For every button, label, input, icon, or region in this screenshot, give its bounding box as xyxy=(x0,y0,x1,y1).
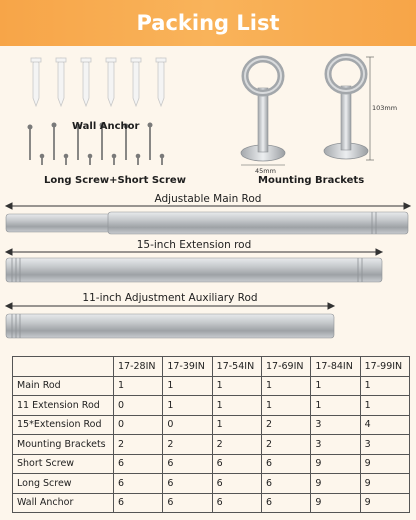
table-cell: 0 xyxy=(114,415,163,435)
table-header-cell: 17-39IN xyxy=(163,357,212,377)
long-screw-icon xyxy=(148,123,153,161)
table-cell: 6 xyxy=(163,474,212,494)
table-row xyxy=(13,376,410,396)
mounting-bracket-icon xyxy=(324,57,368,159)
table-cell: 1 xyxy=(311,376,360,396)
table-header-cell xyxy=(13,357,114,377)
bracket-width-label: 45mm xyxy=(255,167,276,175)
table-cell: 6 xyxy=(212,474,261,494)
table-cell: 4 xyxy=(360,415,409,435)
table-header-cell: 17-28IN xyxy=(114,357,163,377)
table-cell: 9 xyxy=(360,474,409,494)
extension-rod-label: 15-inch Extension rod xyxy=(136,239,252,251)
bracket-height-label: 103mm xyxy=(372,104,398,112)
table-cell: 3 xyxy=(311,435,360,455)
table-row xyxy=(13,415,410,435)
table-cell: 1 xyxy=(311,396,360,416)
table-cell: 1 xyxy=(212,415,261,435)
table-header-cell: 17-54IN xyxy=(212,357,261,377)
table-cell: 6 xyxy=(114,454,163,474)
page-title: Packing List xyxy=(136,11,280,35)
table-cell: 6 xyxy=(212,493,261,513)
short-screw-icon xyxy=(136,154,141,165)
table-cell: 6 xyxy=(261,474,310,494)
table-header-cell: 17-69IN xyxy=(261,357,310,377)
main-rod xyxy=(6,212,408,234)
table-cell: 1 xyxy=(261,376,310,396)
table-cell: 1 xyxy=(163,376,212,396)
table-cell: 2 xyxy=(163,435,212,455)
table-cell: 6 xyxy=(212,454,261,474)
table-cell: 1 xyxy=(360,396,409,416)
table-cell: 2 xyxy=(114,435,163,455)
table-cell: 6 xyxy=(163,493,212,513)
table-header-cell: 17-99IN xyxy=(360,357,409,377)
wall-anchor-label: Wall Anchor xyxy=(72,121,140,132)
table-cell: 9 xyxy=(360,454,409,474)
table-cell: 1 xyxy=(114,376,163,396)
table-row xyxy=(13,454,410,474)
table-row-label: 15*Extension Rod xyxy=(13,415,114,435)
table-row-label: Main Rod xyxy=(13,376,114,396)
table-cell: 9 xyxy=(311,454,360,474)
table-cell: 3 xyxy=(360,435,409,455)
table-cell: 1 xyxy=(212,396,261,416)
wall-anchor-icon xyxy=(106,58,116,106)
wall-anchor-icon xyxy=(56,58,66,106)
screws-label: Long Screw+Short Screw xyxy=(44,175,186,186)
extension-rod xyxy=(6,258,382,282)
wall-anchor-icon xyxy=(31,58,41,106)
long-screw-icon xyxy=(52,123,57,161)
table-cell: 3 xyxy=(311,415,360,435)
table-cell: 1 xyxy=(212,376,261,396)
main-rod-label: Adjustable Main Rod xyxy=(154,193,262,205)
table-cell: 2 xyxy=(261,415,310,435)
short-screw-icon xyxy=(40,154,45,165)
short-screw-icon xyxy=(64,154,69,165)
table-row-label: Wall Anchor xyxy=(13,493,114,513)
table-cell: 6 xyxy=(114,474,163,494)
table-row-label: Short Screw xyxy=(13,454,114,474)
table-row xyxy=(13,435,410,455)
short-screw-icon xyxy=(112,154,117,165)
table-row xyxy=(13,474,410,494)
wall-anchor-icons xyxy=(31,58,166,106)
table-cell: 9 xyxy=(360,493,409,513)
wall-anchor-icon xyxy=(156,58,166,106)
table-row-label: Long Screw xyxy=(13,474,114,494)
table-cell: 6 xyxy=(163,454,212,474)
table-cell: 2 xyxy=(261,435,310,455)
table-row xyxy=(13,493,410,513)
table-header-row xyxy=(13,357,410,377)
table-cell: 1 xyxy=(261,396,310,416)
table-row-label: 11 Extension Rod xyxy=(13,396,114,416)
short-screw-icon xyxy=(88,154,93,165)
table-cell: 9 xyxy=(311,493,360,513)
table-cell: 9 xyxy=(311,474,360,494)
table-cell: 6 xyxy=(261,493,310,513)
mounting-bracket-icon xyxy=(241,59,285,161)
packing-table-body xyxy=(13,357,410,513)
table-cell: 0 xyxy=(163,415,212,435)
table-cell: 2 xyxy=(212,435,261,455)
packing-table xyxy=(12,356,410,513)
table-row xyxy=(13,396,410,416)
table-cell: 1 xyxy=(163,396,212,416)
table-header-cell: 17-84IN xyxy=(311,357,360,377)
table-cell: 0 xyxy=(114,396,163,416)
short-screw-icon xyxy=(160,154,165,165)
long-screw-icon xyxy=(28,125,33,161)
brackets-label: Mounting Brackets xyxy=(258,175,365,186)
wall-anchor-icon xyxy=(131,58,141,106)
table-cell: 6 xyxy=(114,493,163,513)
wall-anchor-icon xyxy=(81,58,91,106)
table-cell: 1 xyxy=(360,376,409,396)
auxiliary-rod xyxy=(6,314,334,338)
table-row-label: Mounting Brackets xyxy=(13,435,114,455)
table-cell: 6 xyxy=(261,454,310,474)
auxiliary-rod-label: 11-inch Adjustment Auxiliary Rod xyxy=(82,292,258,304)
